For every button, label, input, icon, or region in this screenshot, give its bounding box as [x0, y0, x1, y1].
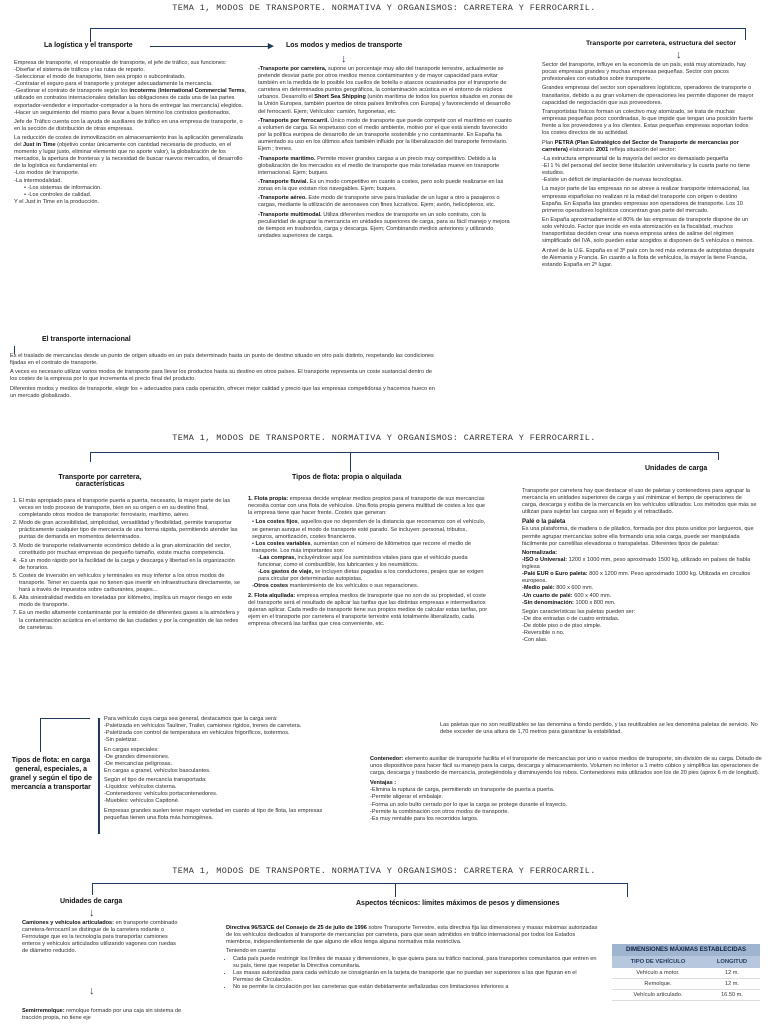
page-header-1: TEMA 1, MODOS DE TRANSPORTE. NORMATIVA Y ORGANISMOS: CARRETERA Y FERROCARRIL. [172, 3, 596, 13]
logistica-text [14, 60, 249, 206]
text-line: Jefe de Tráfico cuenta con la ayuda de auxiliares de tráfico en una empresa de transporte, o en la sección de distribución de otras empresas. [14, 118, 243, 132]
text-paragraph: -Transporte multimodal. Utiliza diferentes medios de transporte en un solo contrato, con la peculiaridad de agrupar la mercancía en unidades superiores de carga, para su fácil manejo y mejora de tiempos en trasbordos, carga y descarga. Ejem; Combinando medios anteriores y utilizando unidades superiores de carga. [258, 211, 510, 239]
heading-modos: Los modos y medios de transporte [286, 42, 403, 49]
connector-line [90, 452, 718, 453]
text-line: -Con alas. [522, 637, 548, 644]
text-paragraph: 1. Flota propia: empresa decide emplear medios propios para el transporte de sus mercancías necesita contar con una flota de vehículos. Una flota propia genera multitud de costes a los que la empresa tiene que hacer frente. Costes que generan: [248, 496, 485, 517]
list-item: 3. Modo de transporte relativamente económico debido a la gran atomización del sector, constituido por muchas empresas de pequeño tamaño, existe mucha competencia. [19, 543, 240, 557]
text-line: -De doble piso o de piso simple. [522, 623, 602, 630]
table-cell: Vehículo a motor. [612, 968, 704, 979]
reutilizables-text: Las paletas que no son reutilizables se las denomina a fondo perdido, y las reutilizables se les denomina paletas de servicio. No debe exceder de una altura de 1,70 metros para garantizar la estabilidad. [440, 722, 758, 736]
text-line: -Contenedores: vehículos portacontenedores. [104, 791, 218, 798]
heading-caracteristicas: Transporte por carretera, características [58, 474, 142, 488]
text-line: En cargas especiales: [104, 746, 159, 753]
subheading-normalizada: Normalizada: [522, 549, 558, 556]
arrow-down-icon: ↓ [676, 49, 682, 61]
text-paragraph: Contenedor: elemento auxiliar de transporte facilita el el transporte de mercancías por uno o varios medios de transporte, sin división de su carga. Dotado de unos dispositivos para hacer fácil su manejo para la carga, descarga y almacenamiento. Volumen no inferior a 1 metro cúbico y simplifica las operaciones de carga, descarga y trasbordo de mercancía, protegiéndola y disminuyendo los robos. Contenedores más utilizados son los de 20 pies (aprox 6 m de longitud). [370, 756, 762, 777]
list-item: 6. Alta siniestralidad medida en toneladas por kilómetro, implica un mayor riesgo en este modo de transporte. [19, 595, 240, 609]
modos-text [258, 66, 514, 242]
numbered-list [10, 498, 240, 632]
text-line: -El 1 % del personal del sector tiene titulación universitaria y la cuarta parte no tiene estudios. [542, 162, 751, 177]
ventajas-list [370, 787, 762, 822]
dimensions-table-title: DIMENSIONES MÁXIMAS ESTABLECIDAS [612, 944, 760, 956]
page-header-2: TEMA 1, MODOS DE TRANSPORTE. NORMATIVA Y ORGANISMOS: CARRETERA Y FERROCARRIL. [172, 433, 596, 443]
text-paragraph: Grandes empresas del sector son operadores logísticos, operadores de transporte o transitarios, debido a su gran volumen de operaciones les permite disponer de mayor capacidad de negociación que sus proveedores. [542, 85, 754, 106]
table-header: LONGITUD [704, 956, 760, 968]
camiones-text [22, 920, 182, 958]
text-line: -Muebles: vehículos Capitoné. [104, 798, 180, 805]
flota-text [248, 496, 488, 630]
list-item: 2. Modo de gran accesibilidad, simplicidad, versatilidad y flexibilidad, permite transportar prácticamente cualquier tipo de mercancía de una forma rápida, permitiendo atender las puntas de demanda en momentos determinados. [19, 520, 240, 541]
text-paragraph: -Existe un déficit de implantación de nuevas tecnologías. [542, 177, 683, 184]
text-line: Empresa de transporte, el responsable de transporte, el jefe de tráfico, sus funciones: [14, 60, 227, 66]
connector-line [718, 452, 719, 460]
text-line: • -Los controles de calidad. [24, 191, 92, 198]
heading-unidades-carga: Unidades de carga [645, 465, 708, 472]
text-line: -Paletizada en vehículos Tauliner, Trailer, camiones rígidos, trenes de carretera. [104, 723, 302, 730]
text-line: -Contratar el seguro para el transporte y proteger adecuadamente la mercancía. [14, 81, 213, 88]
dimensions-table-container [612, 944, 760, 1001]
text-line: -Diseñar el sistema de tráficos y las rutas de reparto. [14, 67, 145, 74]
list-item: • Las masas autorizadas para cada vehículo se consignarán en la tarjeta de transporte que no puedan ser superiores a las que figuran en el Permiso de Circulación. [233, 970, 598, 984]
text-line: -De dos entradas o de cuatro entradas. [522, 615, 620, 622]
text-line: En cargas a granel, vehículos basculantes. [104, 767, 211, 774]
list-item: 4. -Es un modo rápido por la facilidad de la carga y descarga y libertad en la organización de horarios. [19, 558, 240, 572]
text-line: -La estructura empresarial de la mayoría del sector es demasiado pequeña [542, 155, 729, 162]
table-cell: 12 m. [704, 979, 760, 990]
text-line: -Hacer un seguimiento del mismo para llevar a buen término los contratos gestionados. [14, 109, 231, 116]
heading-unidades-carga-2: Unidades de carga [60, 898, 123, 905]
text-paragraph: Directiva 96/53/CE del Consejo de 25 de julio de 1996 sobre Transporte Terrestre, esta directiva fija las dimensiones y masas máximas autorizadas de los vehículos dedicados al transporte de mercancías por carretera, para que sean admitidos en tráfico internacional por todos los Estados miembros, independientemente de que alguno de ellos tenga alguna normativa más restrictiva. [226, 925, 598, 946]
text-paragraph: Plan PETRA (Plan Estratégico del Sector de Transporte de mercancías por carretera) elaborado 2001 refleja situación del sector: [542, 139, 739, 153]
text-line: -De mercancías peligrosas. [104, 760, 173, 767]
connector-line [92, 883, 627, 884]
text-line: -La intermodalidad. [14, 177, 62, 184]
heading-logistica: La logística y el transporte [44, 42, 133, 49]
table-cell: Remolque. [612, 979, 704, 990]
contenedor-text [370, 756, 762, 823]
list-item: 1. El más apropiado para el transporte puerta a puerta, necesario, la mayor parte de las veces en todo proceso de transporte, bien en su origen o en su destino final, completando otros modos de transporte: ferroviario, marítimo, aéreo. [19, 498, 240, 519]
text-line: • Los costes variables, aumentan con el número de kilómetros que recorre el medio de transporte. Los más importantes son: [252, 540, 472, 554]
list-item: • Cada país puede restringir los límites de masas y dimensiones, lo que quiera para su tráfico nacional, para transportes comunitarios que entren en su país, tiene que respetar la Directiva comunitaria. [233, 956, 598, 970]
arrow-right-icon: ▸ [268, 40, 274, 52]
text-line: • Los costes fijos, aquellos que no dependen de la distancia que recorramos con el vehículo, se generan aunque el modo de transporte esté parado. Se incluyen: personal, tributos, seguros, amortización, costes financieros. [252, 519, 486, 540]
table-row [612, 968, 760, 979]
text-paragraph: Transporte por carretera hay que destacar el uso de paletas y contenedores para agrupar la mercancía en unidades superiores de carga y así minimizar el tiempo de operaciones de carga, descarga y estiba de la mercancía en los vehículos utilizados. Los métodos que más se utilizan para sujetar las cargas son el flejado y el retractilado. [522, 488, 757, 516]
text-line: -Medio palé: 800 x 600 mm. [522, 585, 594, 592]
text-line: -Sin paletizar. [104, 737, 138, 744]
text-line: -Los modos de transporte. [14, 170, 80, 177]
list-item: -Permite aligerar el embalaje. [370, 794, 444, 801]
list-item: 5. Costes de inversión en vehículos y terminales es muy inferior a los otros modos de transporte. Tener en cuenta que no tienen que invertir en infraestructura directamente, se hará a través de impuestos sobre carburantes, peajes... [19, 573, 240, 594]
heading-internacional: El transporte internacional [42, 336, 131, 343]
table-header: TIPO DE VEHÍCULO [612, 956, 704, 968]
text-line: -Reversible o no. [522, 630, 565, 637]
list-item: -Es muy rentable para los recorridos largos. [370, 815, 479, 822]
text-paragraph: -Transporte fluvial. Es un modo competitivo en cuanto a costes, pero solo puede realizarse en las zonas en la que existan ríos navegables. Ejem; buques. [258, 178, 504, 193]
text-paragraph: 2. Flota alquilada: empresa emplea medios de transporte que no son de su propiedad, el coste del transporte será el resultado de aplicar las tarifas que las distintas empresas e intermediarios quieran aplicar. Cada medio de transporte tiene sus propios medios de calcular estas tarifas, por ejem en el transporte por carretera el transporte terrestre está totalmente liberalizado, cada empresa ofrecerá las tarifas que crea conveniente, etc. [248, 592, 488, 627]
heading-aspectos-tecnicos: Aspectos técnicos: límites máximos de pesos y dimensiones [356, 900, 560, 907]
text-paragraph: Camiones y vehículos articulados: en transporte combinado carretera-ferrocarril se distingue de la carretera rodante o Ferroutage que es la tecnología para transportar camiones enteros y vehículos articulados utilizando vagones con ruedas de diámetro reducido. [22, 920, 178, 955]
text-paragraph: La mayor parte de las empresas no se atreve a realizar transporte internacional, las empresas españolas no realizan ni la mitad del transporte con origen o destino España. En España las grandes empresas son operadores de transporte. Los 10 primeros operadores logísticos concentran gran parte del mercado. [542, 186, 750, 214]
table-cell: 12 m. [704, 968, 760, 979]
subheading-pale: Palé o la paleta [522, 519, 566, 526]
text-paragraph: Diferentes modos y medios de transporte, elegir los + adecuados para cada operación, ofrecer mejor calidad y precio que las empresas competidoras y hacernos hueco en un mercado globalizado. [10, 385, 435, 399]
caracteristicas-list [10, 498, 240, 633]
connector-line [90, 28, 91, 42]
text-line: -Seleccionar el modo de transporte, bien sea propio o subcontratado. [14, 74, 186, 81]
text-paragraph: -Transporte por ferrocarril. Único modo de transporte que puede competir con el marítimo en cuanto a volumen de carga. Es respetuoso con el medio ambiente, motivo por el que está siendo favorecido por la política europea de desarrollo de un transporte sostenible y no contaminante. En España ha aumentado su uso en los últimos años también influido por la liberalización del transporte ferroviario. Ejem ; trenes. [258, 117, 512, 153]
text-line: La reducción de costes de inmovilización en almacenamiento tras la aplicación generalizada del Just in Time (objetivo contar únicamente con cantidad necesaria de producto, en el momento y lugar justo, eliminar elemento que no aporte valor), la globalización de los mercados, la apertura de fronteras y la necesidad de buscar nuevos mercados, el desarrollo de la logística es fundamental en: [14, 134, 243, 170]
list-item: -Forma un solo bulto cerrado por lo que la carga se protege durante el trayecto. [370, 801, 568, 808]
text-paragraph: -Otros costes mantenimiento de los vehículos o sus reparaciones. [252, 583, 419, 590]
table-cell: Vehículo articulado. [612, 990, 704, 1001]
text-paragraph: Es el traslado de mercancías desde un punto de origen situado en un país determinado hasta un punto de destino situado en otro país distinto, respetando las condiciones fijadas en el contrato de transporte. [10, 353, 434, 367]
text-line: -Las compras, incluyéndose aquí los suministros vitales para que el vehículo pueda funcionar, como el combustible, los lubricantes y los neumáticos. [258, 554, 468, 569]
flota-tipos-text [104, 716, 344, 822]
list-item: -Elimina la ruptura de carga, permitiendo un transporte de puerta a puerta. [370, 787, 555, 794]
arrow-down-icon: ↓ [341, 53, 347, 65]
connector-line [627, 883, 628, 897]
table-row [612, 979, 760, 990]
text-line: Teniendo en cuenta: [226, 948, 277, 955]
heading-tipos-flota-carga: Tipos de flota: en carga general, especiales, a granel y según el tipo de mercancía a transportar [9, 757, 93, 791]
text-line: -Paletizada con control de temperatura en vehículos frigoríficos, isotermos. [104, 730, 290, 737]
text-line: -ISO o Universal: 1200 x 1000 mm, peso aproximado 1500 kg, utilizado en países de habla inglesa [522, 557, 751, 571]
bullet-list [226, 956, 598, 991]
text-paragraph: A veces es necesario utilizar varios modos de transporte para llevar los productos hasta su destino en otros países. El transporte representa un coste sustancial dentro de los costes de la empresa por lo que incrementa el precio final del producto. [10, 369, 432, 383]
text-line: -Sin denominación: 1000 x 800 mm. [522, 599, 616, 606]
connector-line [150, 46, 270, 47]
arrow-down-icon: ↓ [89, 985, 95, 997]
connector-line [40, 718, 41, 752]
text-line: • -Los sistemas de información. [24, 184, 102, 191]
connector-line [350, 452, 351, 472]
text-paragraph: -Transporte por carretera, supone un porcentaje muy alto del transporte terrestre, actualmente se pretende desviar parte por otros medios menos contaminantes y de mayor capacidad para evitar también en la medida de lo posible los cuellos de botella o atascos ocasionados por el transporte de carretera en determinados puntos geográficos, la contaminación acústica en el entorno de núcleos urbanos. Desarrollo el Short Sea Shipping (unión marítima de todos los puertos situados en zonas de la Unión Europea, también puertos de otros países limítrofes con Europa) y favoreciendo el desarrollo del ferrocarril. Ejem; Vehículos: camión, furgonetas, etc. [258, 66, 513, 115]
directiva-text [226, 925, 598, 991]
connector-line [395, 883, 396, 897]
text-paragraph: A nivel de la U.E. España es el 3º país con la red más extensa de autopistas después de Alemania y Francia. En cuanto a la flota de vehículos, la mayor la tiene Francia, estando España en 2º lugar. [542, 247, 755, 268]
estructura-text [542, 62, 756, 271]
arrow-down-icon: ↓ [89, 907, 95, 919]
page-header-3: TEMA 1, MODOS DE TRANSPORTE. NORMATIVA Y ORGANISMOS: CARRETERA Y FERROCARRIL. [172, 866, 596, 876]
list-item: -Permite la combinación con otros modos de transporte. [370, 808, 509, 815]
text-line: Para vehículo cuya carga sea general, destacamos que la carga será: [104, 716, 278, 722]
text-line: -Los gastos de viaje, se incluyen dietas pagadas a los conductores, peajes que se exigen para circular por determinadas autopistas. [258, 569, 484, 583]
internacional-text [10, 353, 440, 402]
semirremolque-text [22, 1008, 182, 1024]
text-paragraph: Transportistas físicos forman un colectivo muy atomizado, se trata de muchas empresas pequeñas poco coordinadas, lo que impide que tengan una posición fuerte frente a los proveedores y a los clientes. Estas pequeñas empresas soportan todos los costes directos de su actividad. [542, 108, 754, 137]
dimensions-table [612, 956, 760, 1001]
heading-tipos-flota: Tipos de flota: propia o alquilada [292, 474, 402, 481]
text-line: Y el Just in Time en la producción. [14, 198, 100, 205]
text-line: Según el tipo de mercancía transportada: [104, 777, 207, 784]
connector-line [90, 28, 745, 29]
text-line: -De grandes dimensiones. [104, 753, 170, 760]
connector-line [745, 28, 746, 40]
table-cell: 16.50 m. [704, 990, 760, 1001]
text-line: Según características las paletas pueden ser: [522, 608, 636, 615]
list-item: • No se permite la circulación por las carreteras que están debidamente señalizadas con limitaciones inferiores a [233, 984, 598, 991]
subheading-ventajas: Ventajas : [370, 780, 397, 787]
text-paragraph: Es una plataforma, de madera o de plástico, formada por dos pisos unidos por largueros, que permite agrupar mercancías sobre ella formando una sola carga, puede ser manipulada fácilmente por carretillas elevadoras o transpaletas. Diferentes tipos de paletas: [522, 526, 754, 547]
text-line: -Gestionar el contrato de transporte según los incoterms (International Commercial Terms, utilizado en contratos internacionales detallan las obligaciones de cada una de las partes exportador-vendedor e importador-comprador a la hora de entregar las mercancía) elegidos. [14, 88, 247, 109]
table-row [612, 990, 760, 1001]
list-item: 7. Es un medio altamente contaminante por la emisión de diferentes gases a la atmósfera y la contaminación acústica en el entorno de las ciudades y por la congestión de las redes de carreteras. [19, 610, 240, 631]
text-paragraph: En España aproximadamente el 80% de las empresas de transporte dispone de un solo vehículo. Factor que incide en esta atomización es la fiscalidad, muchos transportistas deciden crear una nueva empresa antes de salirse del régimen simplificado del IVA, solo pueden estar acogidos si disponen de 5 vehículos o menos. [542, 217, 754, 245]
connector-line [90, 452, 91, 462]
text-line: Empresas grandes suelen tener mayor variedad en cuanto al tipo de flota, las empresas pequeñas tienen una flota más homogénea. [104, 807, 323, 821]
unidades-text [522, 488, 758, 644]
text-paragraph: -Transporte marítimo. Permite mover grandes cargas a un precio muy competitivo. Debido a la globalización de los mercados es el medio de transporte que más toneladas mueve en transporte internacional. Ejem; buques. [258, 155, 500, 176]
text-paragraph: -Transporte aéreo. Este modo de transporte sirve para trasladar de un lugar a otro a pasajeros o cargas, mediante la utilización de aeronaves con fines lucrativos. Ejem; avión, helicópteros, etc. [258, 195, 500, 209]
text-line: -Líquidos: vehículos cisterna. [104, 784, 177, 791]
text-paragraph: Semirremolque: remolque formado por una caja sin sistema de tracción propia, no tiene eje [22, 1008, 182, 1022]
text-paragraph: Sector del transporte, influye en la economía de un país, está muy atomizado, hay pocas empresas grandes y muchas empresas pequeñas. Sector con pocos profesionales con estudios sobre transporte. [542, 62, 746, 83]
text-line: -Palé EUR o Euro paleta: 800 x 1200 mm. Peso aproximado 1000 kg. Utilizada en circuitos europeos. [522, 571, 751, 585]
text-line: -Un cuarto de palé: 600 x 400 mm. [522, 592, 612, 599]
connector-line [40, 718, 90, 719]
bracket-line [98, 718, 100, 834]
connector-line [92, 883, 93, 895]
heading-estructura: Transporte por carretera, estructura del sector [586, 40, 736, 47]
